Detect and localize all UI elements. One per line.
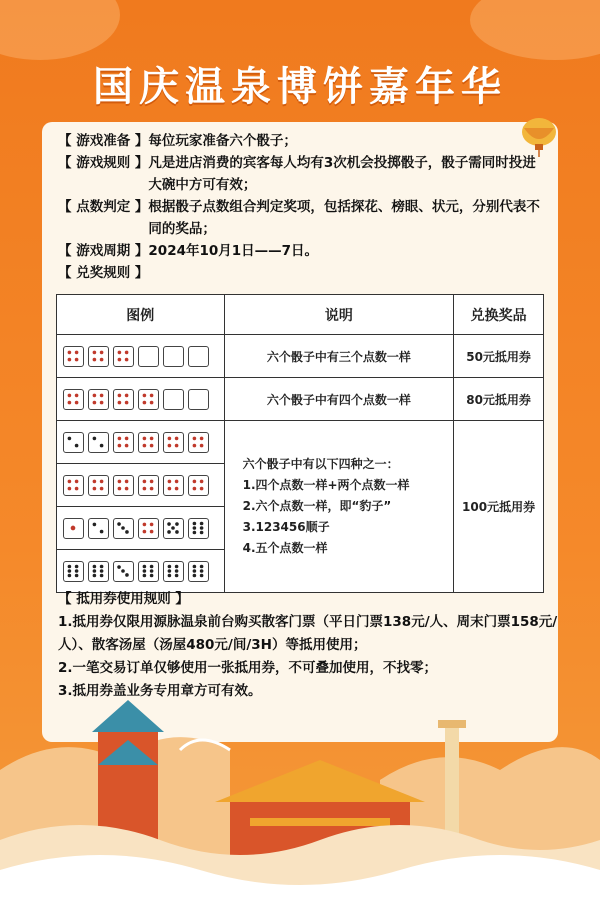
rule-text: 根据骰子点数组合判定奖项，包括探花、榜眼、状元，分别代表不同的奖品； <box>148 199 540 237</box>
row-prize: 80元抵用券 <box>454 378 544 421</box>
dice-icon <box>88 475 109 496</box>
rule-tag: 【 游戏周期 】 <box>58 243 149 259</box>
voucher-heading: 【 抵用券使用规则 】 <box>58 591 189 607</box>
dice-icon <box>163 475 184 496</box>
rules-section <box>58 130 548 284</box>
dice-icon <box>163 432 184 453</box>
rule-redeem <box>58 262 548 284</box>
rule-judge <box>58 196 548 240</box>
dice-icon <box>63 389 84 410</box>
dice-icon <box>163 518 184 539</box>
poster-title: 国庆温泉博饼嘉年华 <box>93 63 507 110</box>
group-item: 4.五个点数一样 <box>242 541 328 555</box>
dice-legend <box>57 550 225 593</box>
rule-tag: 【 游戏规则 】 <box>58 155 149 171</box>
rule-period <box>58 240 548 262</box>
table-header <box>57 295 544 335</box>
dice-icon <box>88 346 109 367</box>
dice-icon <box>63 346 84 367</box>
group-prize: 100元抵用券 <box>454 421 544 593</box>
dice-icon <box>113 346 134 367</box>
dice-icon <box>63 518 84 539</box>
dice-icon <box>138 561 159 582</box>
dice-icon <box>138 475 159 496</box>
group-intro: 六个骰子中有以下四种之一： <box>242 457 399 471</box>
header-legend: 图例 <box>57 295 225 335</box>
header-prize: 兑换奖品 <box>454 295 544 335</box>
rule-text: 2024年10月1日——7日。 <box>148 243 319 259</box>
rule-rules <box>58 152 548 196</box>
voucher-item: 3.抵用券盖业务专用章方可有效。 <box>58 683 262 699</box>
header-desc: 说明 <box>224 295 454 335</box>
dice-icon <box>163 389 184 410</box>
dice-icon <box>188 432 209 453</box>
dice-icon <box>113 518 134 539</box>
dice-icon <box>188 346 209 367</box>
dice-icon <box>113 389 134 410</box>
rule-text: 每位玩家准备六个骰子； <box>148 133 297 149</box>
dice-icon <box>138 389 159 410</box>
group-item: 1.四个点数一样+两个点数一样 <box>242 478 410 492</box>
group-desc <box>224 421 454 593</box>
dice-icon <box>88 389 109 410</box>
prize-table <box>56 294 544 593</box>
dice-icon <box>188 518 209 539</box>
dice-icon <box>63 432 84 453</box>
group-item: 2.六个点数一样，即“豹子” <box>242 499 392 513</box>
palace-scenery-illustration <box>0 690 600 909</box>
rule-tag: 【 兑奖规则 】 <box>58 265 149 281</box>
cloud-decoration <box>0 0 120 60</box>
dice-icon <box>88 432 109 453</box>
dice-legend <box>57 335 225 378</box>
dice-icon <box>113 432 134 453</box>
rule-text: 凡是进店消费的宾客每人均有3次机会投掷骰子，骰子需同时投进大碗中方可有效； <box>148 155 536 193</box>
row-prize: 50元抵用券 <box>454 335 544 378</box>
cloud-decoration <box>470 0 600 60</box>
dice-legend <box>57 507 225 550</box>
voucher-item: 1.抵用券仅限用源脉温泉前台购买散客门票（平日门票138元/人、周末门票158元/人）、散客汤屋（汤屋480元/间/3H）等抵用使用； <box>58 614 558 653</box>
dice-legend <box>57 421 225 464</box>
table-row <box>57 335 544 378</box>
dice-icon <box>88 518 109 539</box>
dice-icon <box>113 561 134 582</box>
row-desc: 六个骰子中有四个点数一样 <box>224 378 454 421</box>
rule-prep <box>58 130 548 152</box>
dice-icon <box>63 475 84 496</box>
dice-icon <box>88 561 109 582</box>
row-desc: 六个骰子中有三个点数一样 <box>224 335 454 378</box>
dice-icon <box>138 432 159 453</box>
dice-icon <box>138 518 159 539</box>
dice-legend <box>57 464 225 507</box>
dice-icon <box>188 561 209 582</box>
voucher-rules <box>58 588 558 703</box>
rule-tag: 【 点数判定 】 <box>58 199 149 215</box>
dice-legend <box>57 378 225 421</box>
table-row <box>57 378 544 421</box>
dice-icon <box>138 346 159 367</box>
dice-icon <box>163 346 184 367</box>
dice-icon <box>163 561 184 582</box>
voucher-item: 2.一笔交易订单仅够使用一张抵用券，不可叠加使用，不找零； <box>58 660 438 676</box>
dice-icon <box>113 475 134 496</box>
group-item: 3.123456顺子 <box>242 520 330 534</box>
table-row <box>57 421 544 464</box>
rule-tag: 【 游戏准备 】 <box>58 133 149 149</box>
dice-icon <box>188 475 209 496</box>
dice-icon <box>63 561 84 582</box>
dice-icon <box>188 389 209 410</box>
